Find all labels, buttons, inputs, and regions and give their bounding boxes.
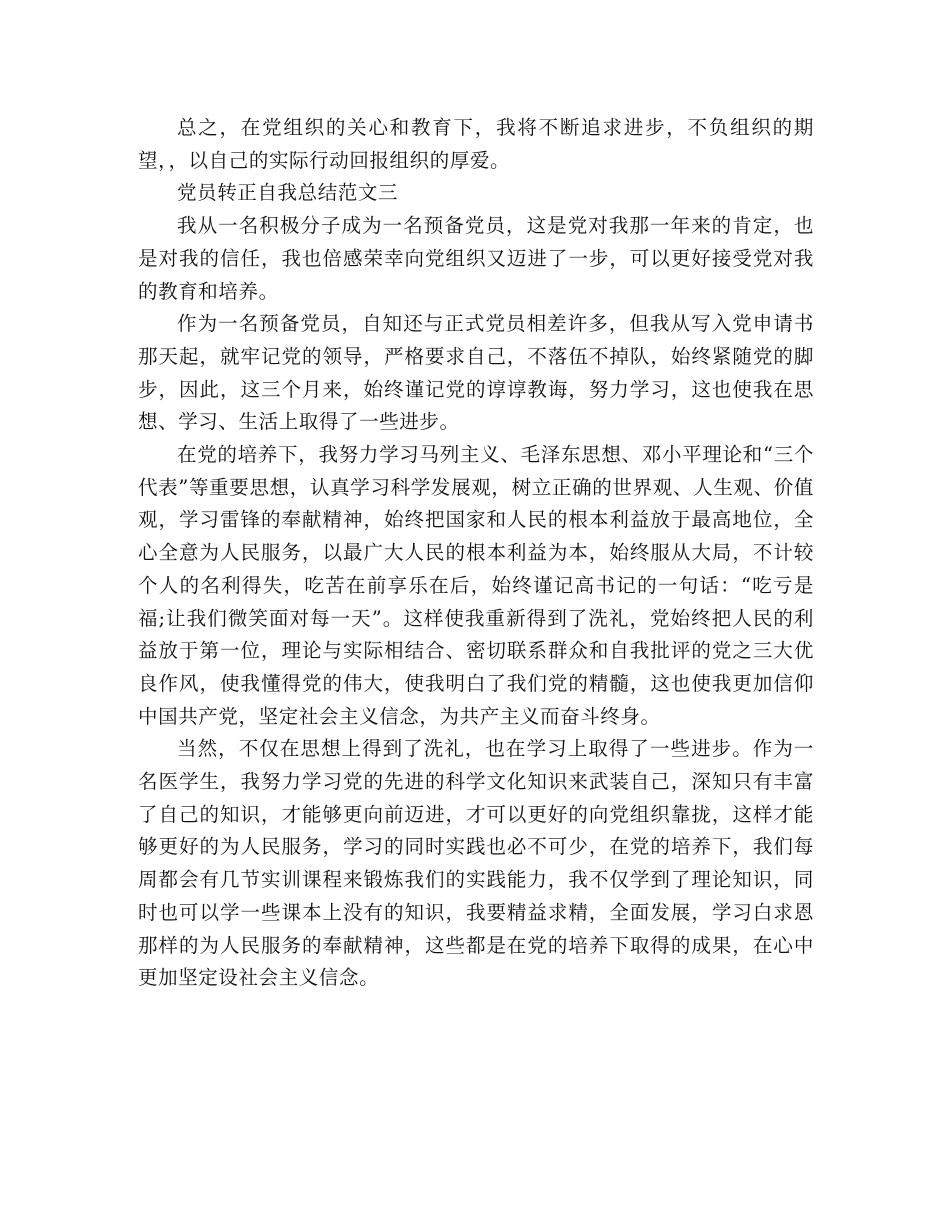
section-heading: 党员转正自我总结范文三 xyxy=(177,181,399,205)
paragraph-study: 当然，不仅在思想上得到了洗礼，也在学习上取得了一些进步。作为一名医学生，我努力学习党的先进的科学文化知识来武装自己，深知只有丰富了自己的知识，才能够更向前迈进，才可以更好的向党组织靠拢，这样才能够更好的为人民服务，学习的同时实践也必不可少，在党的培养下，我们每周都会有几节实训课程来锻炼我们的实践能力，我不仅学到了理论知识，同时也可以学一些课本上没有的知识，我要精益求精，全面发展，学习白求恩那样的为人民服务的奉献精神，这些都是在党的培养下取得的成果，在心中更加坚定设社会主义信念。 xyxy=(138,737,814,990)
paragraph-conclusion: 总之，在党组织的关心和教育下，我将不断追求进步，不负组织的期望，，以自己的实际行动回报组织的厚爱。 xyxy=(138,116,814,172)
paragraph-intro: 我从一名积极分子成为一名预备党员，这是党对我那一年来的肯定，也是对我的信任，我也倍感荣幸向党组织又迈进了一步，可以更好接受党对我的教育和培养。 xyxy=(138,214,814,303)
paragraph-ideology: 在党的培养下，我努力学习马列主义、毛泽东思想、邓小平理论和“三个代表”等重要思想，认真学习科学发展观，树立正确的世界观、人生观、价值观，学习雷锋的奉献精神，始终把国家和人民的根本利益放于最高地位，全心全意为人民服务，以最广大人民的根本利益为本，始终服从大局，不计较个人的名利得失，吃苦在前享乐在后，始终谨记高书记的一句话：“吃亏是福;让我们微笑面对每一天”。这样使我重新得到了洗礼，党始终把人民的利益放于第一位，理论与实际相结合、密切联系群众和自我批评的党之三大优良作风，使我懂得党的伟大，使我明白了我们党的精髓，这也使我更加信仰中国共产党，坚定社会主义信念，为共产主义而奋斗终身。 xyxy=(138,443,814,728)
document-body xyxy=(138,112,814,995)
paragraph-probation: 作为一名预备党员，自知还与正式党员相差许多，但我从写入党申请书那天起，就牢记党的领导，严格要求自己，不落伍不掉队，始终紧随党的脚步，因此，这三个月来，始终谨记党的谆谆教诲，努力学习，这也使我在思想、学习、生活上取得了一些进步。 xyxy=(138,312,814,434)
